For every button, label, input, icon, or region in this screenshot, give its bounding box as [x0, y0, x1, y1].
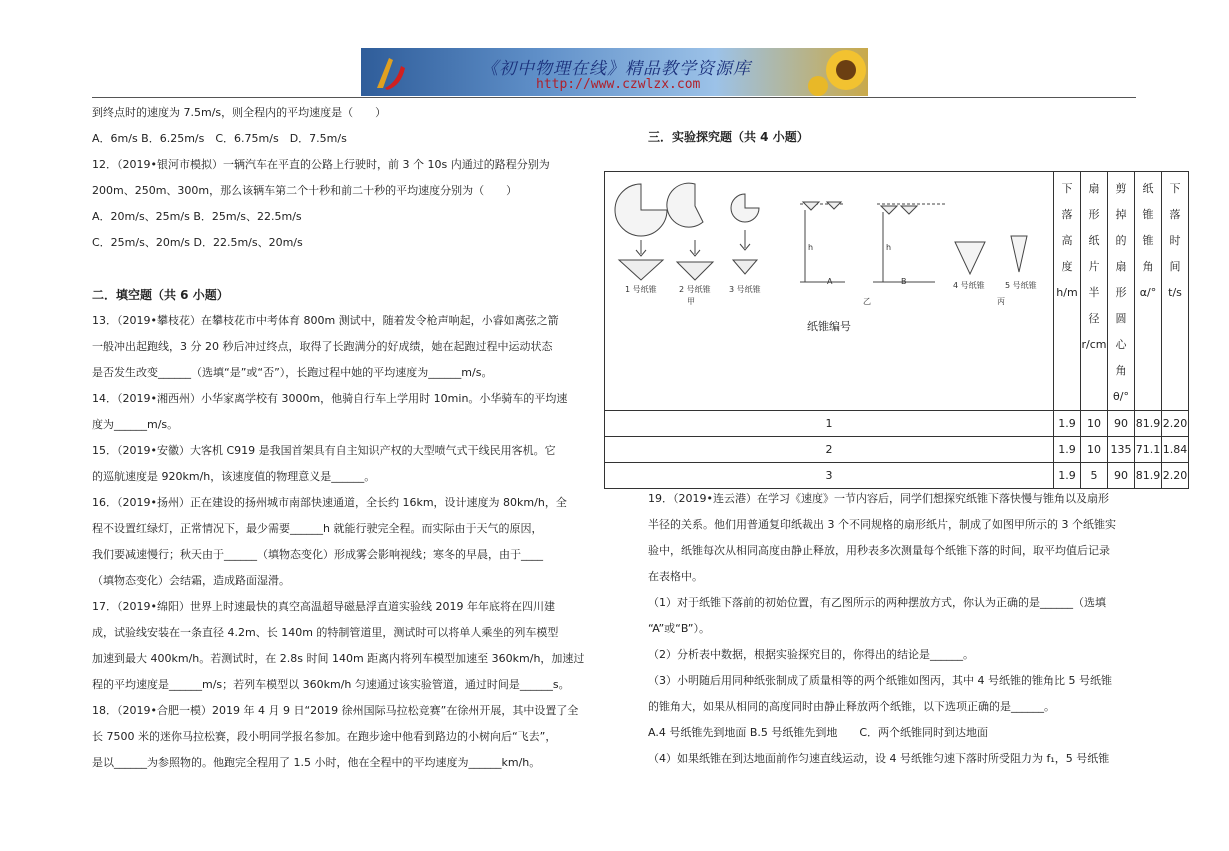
cone-id-header: 纸锥编号: [807, 320, 851, 333]
experiment-table: [604, 171, 1189, 489]
text-line: （3）小明随后用同种纸张制成了质量相等的两个纸锥如图丙，其中 4 号纸锥的锥角比 5 号纸锥: [648, 674, 1112, 687]
text-line: （填物态变化）会结霜，造成路面湿滑。: [92, 574, 290, 587]
table-row: 3 1.9 5 90 81.9 2.20: [605, 463, 1189, 489]
text-line: 我们要减速慢行；秋天由于______（填物态变化）形成雾会影响视线；寒冬的早晨，由于____: [92, 548, 543, 561]
banner-title: 《初中物理在线》精品教学资源库: [481, 59, 751, 79]
text-line: C．25m/s、20m/s D．22.5m/s、20m/s: [92, 236, 303, 249]
text-line: 成，试验线安装在一条直径 4.2m、长 140m 的特制管道里，测试时可以将单人乘坐的列车模型: [92, 626, 559, 639]
right-column: [648, 486, 1148, 772]
text-line: 200m、250m、300m，那么该辆车第二个十秒和前二十秒的平均速度分别为（ ）: [92, 184, 518, 197]
text-line: 13．（2019•攀枝花）在攀枝花市中考体育 800m 测试中，随着发令枪声响起，小睿如离弦之箭: [92, 314, 559, 327]
text-line: 18．（2019•合肥一模）2019 年 4 月 9 日“2019 徐州国际马拉松竞赛”在徐州开展，其中设置了全: [92, 704, 579, 717]
header-height: 下 落 高 度 h/m: [1054, 172, 1081, 411]
fig-caption: h: [808, 243, 814, 252]
text-line: 是否发生改变______（选填“是”或“否”），长跑过程中她的平均速度为______m/s。: [92, 366, 493, 379]
banner-url: http://www.czwlzx.com: [536, 77, 701, 92]
fig-caption: 丙: [997, 297, 1005, 306]
text-line: 程的平均速度是______m/s；若列车模型以 360km/h 匀速通过该实验管道，通过时间是______s。: [92, 678, 570, 691]
text-line: A．6m/s B．6.25m/s C．6.75m/s D．7.5m/s: [92, 132, 347, 145]
text-line: 14．（2019•湘西州）小华家离学校有 3000m，他骑自行车上学用时 10min。小华骑车的平均速: [92, 392, 568, 405]
fig-caption: 4 号纸锥: [953, 281, 985, 290]
text-line: A.4 号纸锥先到地面 B.5 号纸锥先到地 C．两个纸锥同时到达地面: [648, 726, 989, 739]
fig-caption: 5 号纸锥: [1005, 281, 1037, 290]
text-line: （4）如果纸锥在到达地面前作匀速直线运动，设 4 号纸锥匀速下落时所受阻力为 f₁，5 号纸锥: [648, 752, 1110, 765]
text-line: 度为______m/s。: [92, 418, 179, 431]
fig-caption: 乙: [863, 297, 871, 306]
text-line: “A”或“B”）。: [648, 622, 710, 635]
figure-cell: [605, 172, 1054, 411]
cone-figure: [605, 172, 1053, 312]
text-line: 长 7500 米的迷你马拉松赛，段小明同学报名参加。在跑步途中他看到路边的小树向后“飞去”，: [92, 730, 557, 743]
text-line: 半径的关系。他们用普通复印纸裁出 3 个不同规格的扇形纸片，制成了如图甲所示的 3 个纸锥实: [648, 518, 1116, 531]
fig-caption: 2 号纸锥: [679, 285, 711, 294]
header-rule: [92, 97, 1136, 98]
section-title: 二．填空题（共 6 小题）: [92, 288, 229, 302]
fig-caption: 1 号纸锥: [625, 285, 657, 294]
text-line: 验中，纸锥每次从相同高度由静止释放，用秒表多次测量每个纸锥下落的时间，取平均值后记录: [648, 544, 1110, 557]
fig-caption: h: [886, 243, 892, 252]
text-line: 15．（2019•安徽）大客机 C919 是我国首架具有自主知识产权的大型喷气式干线民用客机。它: [92, 444, 556, 457]
text-line: 是以______为参照物的。他跑完全程用了 1.5 小时，他在全程中的平均速度为______km/h。: [92, 756, 541, 769]
header-cone-angle: 纸 锥 锥 角 α/°: [1135, 172, 1162, 411]
left-column: [92, 100, 585, 776]
text-line: 程不设置红绿灯，正常情况下，最少需要______h 就能行驶完全程。而实际由于天气的原因，: [92, 522, 543, 535]
text-line: 16．（2019•扬州）正在建设的扬州城市南部快速通道，全长约 16km，设计速度为 80km/h，全: [92, 496, 567, 509]
fig-caption: 3 号纸锥: [729, 285, 761, 294]
sunflower-icon: [806, 48, 868, 96]
header-cut-angle: 剪 掉 的 扇 形 圆 心 角 θ/°: [1108, 172, 1135, 411]
header-banner: [361, 48, 868, 96]
fig-caption: A: [827, 277, 833, 286]
fig-caption: B: [901, 277, 907, 286]
section-title: 三．实验探究题（共 4 小题）: [648, 130, 809, 144]
text-line: 17．（2019•绵阳）世界上时速最快的真空高温超导磁悬浮直道实验线 2019 年年底将在四川建: [92, 600, 555, 613]
text-line: 的巡航速度是 920km/h，该速度值的物理意义是______。: [92, 470, 376, 483]
text-line: A．20m/s、25m/s B．25m/s、22.5m/s: [92, 210, 302, 223]
text-line: （1）对于纸锥下落前的初始位置，有乙图所示的两种摆放方式，你认为正确的是______（选填: [648, 596, 1106, 609]
text-line: 在表格中。: [648, 570, 703, 583]
text-line: 的锥角大，如果从相同的高度同时由静止释放两个纸锥，以下选项正确的是______。: [648, 700, 1055, 713]
text-line: 一般冲出起跑线，3 分 20 秒后冲过终点，取得了长跑满分的好成绩，她在起跑过程中运动状态: [92, 340, 553, 353]
header-fall-time: 下 落 时 间 t/s: [1162, 172, 1189, 411]
text-line: 19．（2019•连云港）在学习《速度》一节内容后，同学们想探究纸锥下落快慢与锥角以及扇形: [648, 492, 1109, 505]
table-row: 2 1.9 10 135 71.1 1.84: [605, 437, 1189, 463]
table-row: 1 1.9 10 90 81.9 2.20: [605, 411, 1189, 437]
fig-caption: 甲: [687, 297, 695, 306]
text-line: 加速到最大 400km/h。若测试时，在 2.8s 时间 140m 距离内将列车模型加速至 360km/h，加速过: [92, 652, 585, 665]
text-line: 12．（2019•银河市模拟）一辆汽车在平直的公路上行驶时，前 3 个 10s 内通过的路程分别为: [92, 158, 550, 171]
logo-icon: [367, 52, 411, 92]
text-line: 到终点时的速度为 7.5m/s，则全程内的平均速度是（ ）: [92, 106, 387, 119]
header-radius: 扇 形 纸 片 半 径 r/cm: [1081, 172, 1108, 411]
text-line: （2）分析表中数据，根据实验探究目的，你得出的结论是______。: [648, 648, 974, 661]
